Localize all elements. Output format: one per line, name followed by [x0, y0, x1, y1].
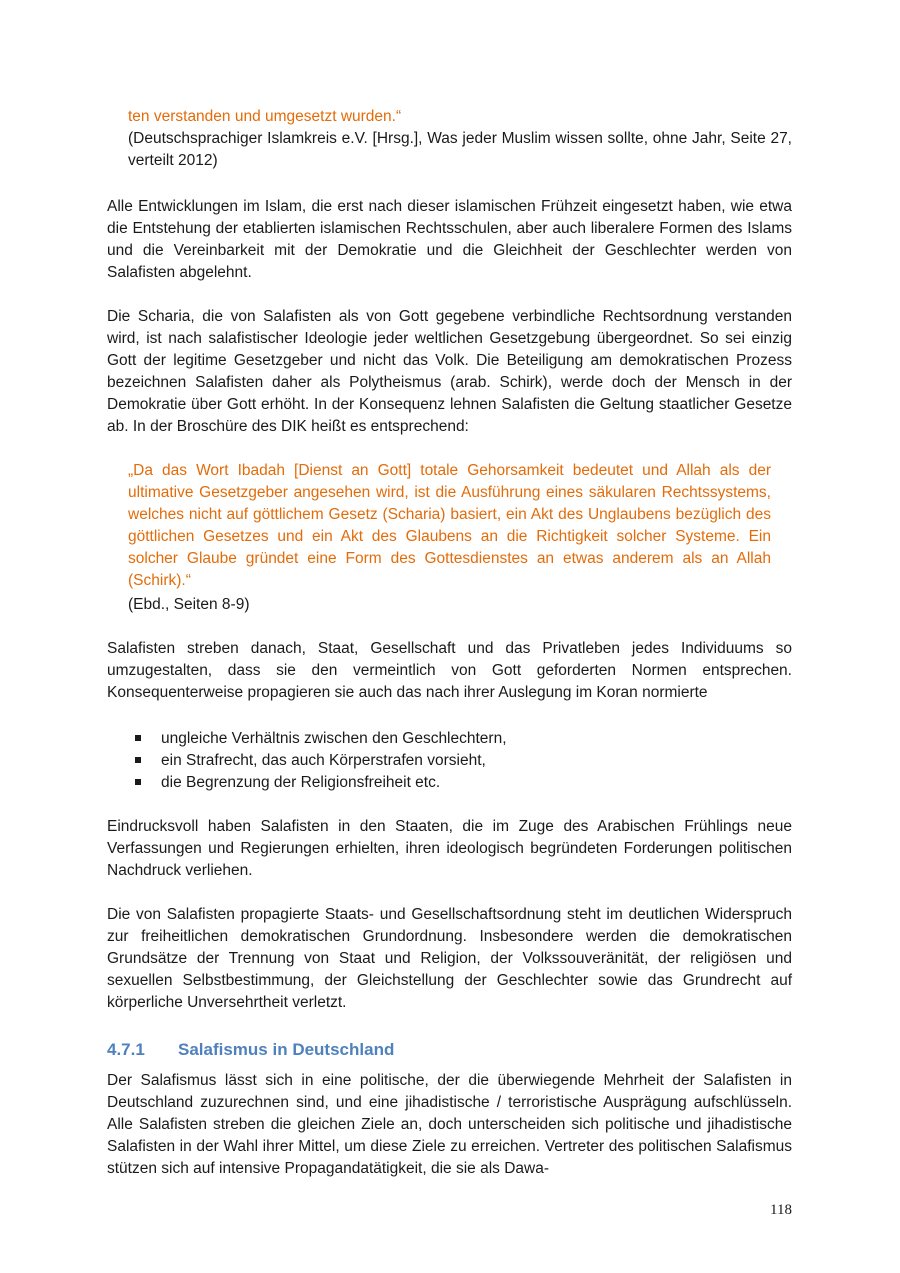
quote-end-text: ten verstanden und umgesetzt wurden.“	[128, 108, 402, 125]
list-item	[135, 772, 775, 794]
list-item-text: die Begrenzung der Religionsfreiheit etc.	[161, 774, 441, 791]
section-number: 4.7.1	[107, 1040, 145, 1059]
paragraph-1: Alle Entwicklungen im Islam, die erst nach dieser islamischen Frühzeit eingesetzt haben, wie etwa die Entstehung der etablierten islamischen Rechtsschulen, aber auch liberalere Formen des Islams und die Vereinbarkeit mit der Demokratie und die Gleichheit der Geschlechter werden von Salafisten abgelehnt.	[107, 198, 792, 281]
square-bullet-icon	[135, 735, 141, 741]
square-bullet-icon	[135, 757, 141, 763]
section-title: Salafismus in Deutschland	[178, 1040, 395, 1059]
paragraph-4: Eindrucksvoll haben Salafisten in den Staaten, die im Zuge des Arabischen Frühlings neue Verfassungen und Regierungen erhielten, ihren ideologisch begründeten Forderungen politischen Nachdruck verliehen.	[107, 818, 792, 879]
paragraph-3: Salafisten streben danach, Staat, Gesellschaft und das Privatleben jedes Individuums so umzugestalten, dass sie den vermeintlich von Gott geforderten Normen entsprechen. Konsequenterweise propagieren sie auch das nach ihrer Auslegung im Koran normierte	[107, 640, 792, 701]
list-item-text: ungleiche Verhältnis zwischen den Geschlechtern,	[161, 730, 507, 747]
page-number: 118	[770, 1202, 792, 1218]
paragraph-5: Die von Salafisten propagierte Staats- und Gesellschaftsordnung steht im deutlichen Widerspruch zur freiheitlichen demokratischen Grundordnung. Insbesondere werden die demokratischen Grundsätze der Trennung von Staat und Religion, der Volkssouveränität, der religiösen und sexuellen Selbstbestimmung, der Gleichstellung der Geschlechter sowie das Grundrecht auf körperliche Unversehrtheit verletzt.	[107, 906, 792, 1011]
norms-list	[135, 728, 775, 794]
square-bullet-icon	[135, 779, 141, 785]
scharia-quote: „Da das Wort Ibadah [Dienst an Gott] totale Gehorsamkeit bedeutet und Allah als der ultimative Gesetzgeber angesehen wird, ist die Ausführung eines säkularen Rechtssystems, welches nicht auf göttlichem Gesetz (Scharia) basiert, ein Akt des Unglaubens bezüglich des göttlichen Gesetzes und ein Akt des Glaubens an die Richtigkeit solcher Systeme. Ein solcher Glaube gründet eine Form des Gottesdienstes an etwas anderem als an Allah (Schirk).“	[128, 462, 771, 589]
section-heading	[107, 1038, 792, 1062]
list-item-text: ein Strafrecht, das auch Körperstrafen vorsieht,	[161, 752, 486, 769]
scharia-quote-citation: (Ebd., Seiten 8-9)	[128, 596, 250, 613]
list-item	[135, 750, 775, 772]
list-item	[135, 728, 775, 750]
paragraph-2: Die Scharia, die von Salafisten als von Gott gegebene verbindliche Rechtsordnung verstanden wird, ist nach salafistischer Ideologie jeder weltlichen Gesetzgebung übergeordnet. So sei einzig Gott der legitime Gesetzgeber und nicht das Volk. Die Beteiligung am demokratischen Prozess bezeichnen Salafisten daher als Polytheismus (arab. Schirk), werde doch der Mensch in der Demokratie über Gott erhöht. In der Konsequenz lehnen Salafisten die Geltung staatlicher Gesetze ab. In der Broschüre des DIK heißt es entsprechend:	[107, 308, 792, 435]
paragraph-6: Der Salafismus lässt sich in eine politische, der die überwiegende Mehrheit der Salafisten in Deutschland zuzurechnen sind, und eine jihadistische / terroristische Ausprägung aufschlüsseln. Alle Salafisten streben die gleichen Ziele an, doch unterscheiden sich politische und jihadistische Salafisten in der Wahl ihrer Mittel, um diese Ziele zu erreichen. Vertreter des politischen Salafismus stützen sich auf intensive Propagandatätigkeit, die sie als Dawa-	[107, 1072, 792, 1177]
quote-citation: (Deutschsprachiger Islamkreis e.V. [Hrsg.], Was jeder Muslim wissen sollte, ohne Jahr, Seite 27, verteilt 2012)	[128, 130, 792, 169]
